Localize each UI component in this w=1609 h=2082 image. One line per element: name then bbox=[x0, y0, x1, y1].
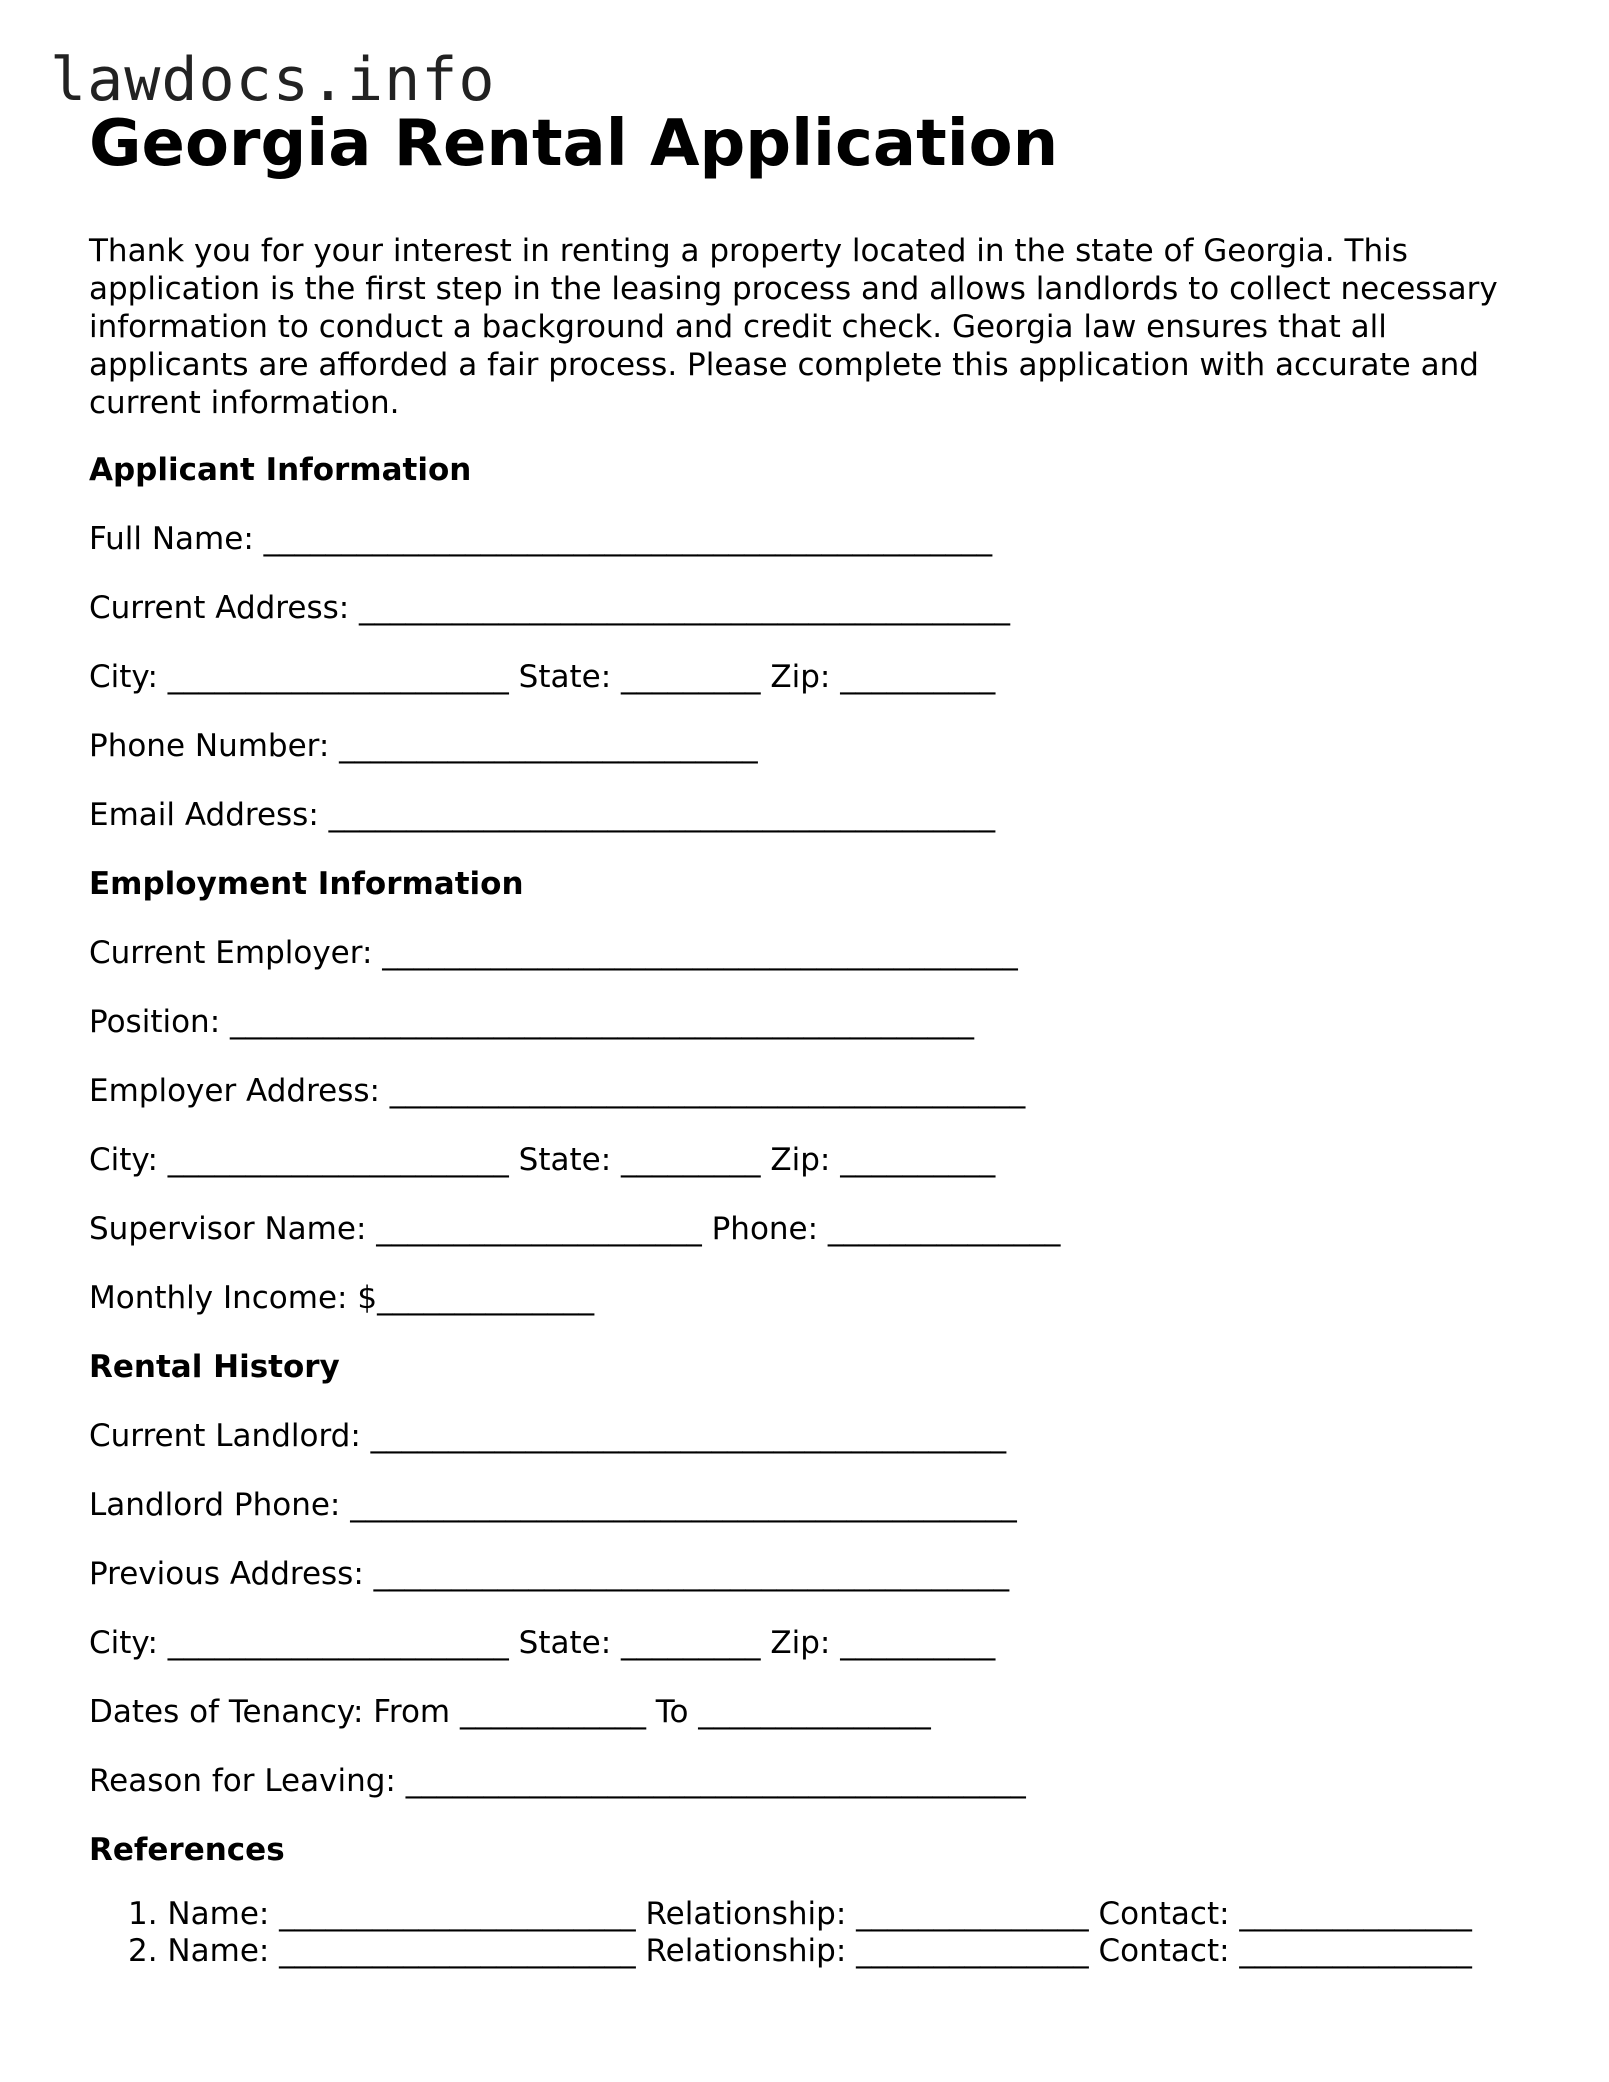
field-previous-address[interactable]: Previous Address: _________________________________________ bbox=[89, 1556, 1010, 1592]
section-heading-references: References bbox=[89, 1832, 285, 1868]
field-position[interactable]: Position: ________________________________________________ bbox=[89, 1004, 974, 1040]
field-reason-for-leaving[interactable]: Reason for Leaving: ________________________________________ bbox=[89, 1763, 1026, 1799]
intro-paragraph: Thank you for your interest in renting a property located in the state of Georgia. This application is the first step in the leasing process and allows landlords to collect necessary information to conduct a background and credit check. Georgia law ensures that all applicants are afforded a fair process. Please complete this application with accurate and current information. bbox=[89, 233, 1498, 421]
field-landlord-phone[interactable]: Landlord Phone: ___________________________________________ bbox=[89, 1487, 1017, 1523]
section-heading-applicant: Applicant Information bbox=[89, 452, 472, 488]
field-applicant-city-state-zip[interactable]: City: ______________________ State: _________ Zip: __________ bbox=[89, 659, 996, 695]
section-heading-employment: Employment Information bbox=[89, 866, 524, 902]
references-list bbox=[128, 1896, 1472, 1970]
field-full-name[interactable]: Full Name: _______________________________________________ bbox=[89, 521, 993, 557]
section-heading-rental-history: Rental History bbox=[89, 1349, 340, 1385]
field-current-employer[interactable]: Current Employer: _________________________________________ bbox=[89, 935, 1018, 971]
field-employer-address[interactable]: Employer Address: _________________________________________ bbox=[89, 1073, 1026, 1109]
brand-logo-text: lawdocs.info bbox=[50, 45, 496, 115]
field-email-address[interactable]: Email Address: ___________________________________________ bbox=[89, 797, 996, 833]
field-supervisor-name-phone[interactable]: Supervisor Name: _____________________ Phone: _______________ bbox=[89, 1211, 1061, 1247]
reference-item-1[interactable]: 1. Name: _______________________ Relationship: _______________ Contact: _______________ bbox=[128, 1896, 1472, 1932]
field-current-address[interactable]: Current Address: __________________________________________ bbox=[89, 590, 1011, 626]
field-dates-of-tenancy[interactable]: Dates of Tenancy: From ____________ To _______________ bbox=[89, 1694, 931, 1730]
reference-item-2[interactable]: 2. Name: _______________________ Relationship: _______________ Contact: _______________ bbox=[128, 1933, 1472, 1969]
page-title: Georgia Rental Application bbox=[89, 107, 1059, 181]
field-monthly-income[interactable]: Monthly Income: $______________ bbox=[89, 1280, 595, 1316]
field-current-landlord[interactable]: Current Landlord: _________________________________________ bbox=[89, 1418, 1007, 1454]
field-phone-number[interactable]: Phone Number: ___________________________ bbox=[89, 728, 758, 764]
field-previous-city-state-zip[interactable]: City: ______________________ State: _________ Zip: __________ bbox=[89, 1625, 996, 1661]
field-employer-city-state-zip[interactable]: City: ______________________ State: _________ Zip: __________ bbox=[89, 1142, 996, 1178]
